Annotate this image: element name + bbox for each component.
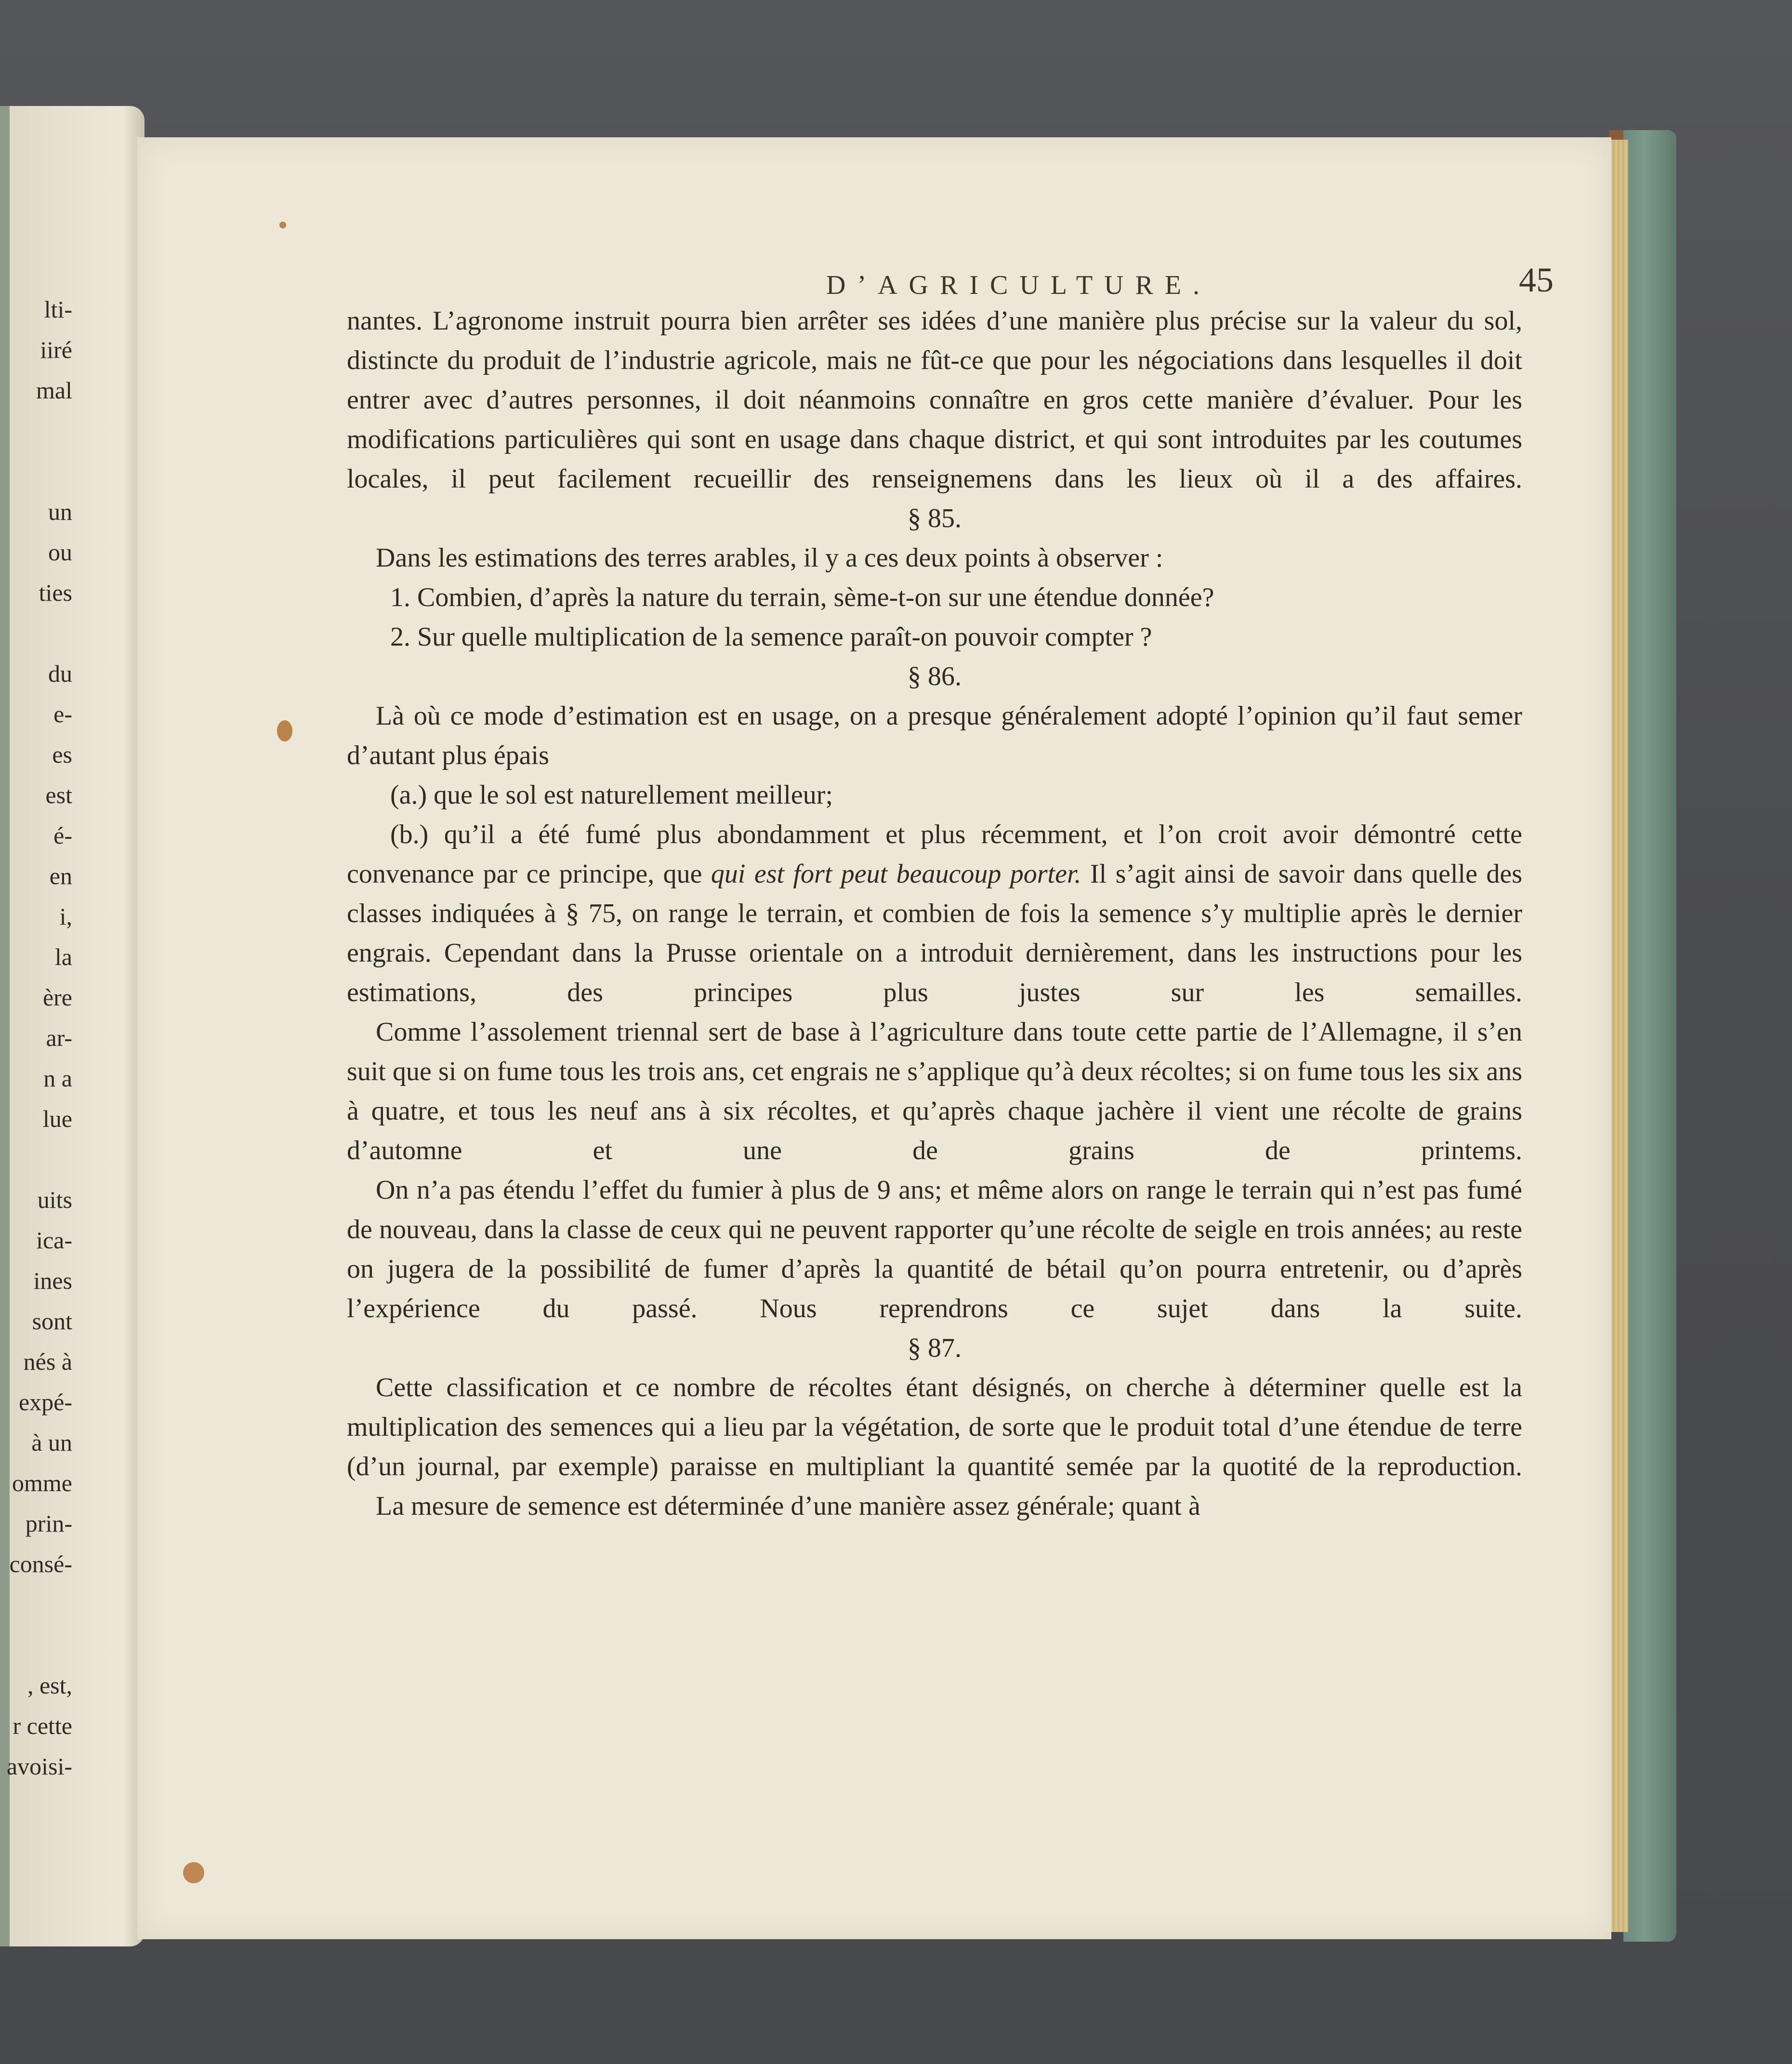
left-page-fragment: lue bbox=[42, 1105, 72, 1132]
left-page-fragment bbox=[0, 1139, 72, 1179]
left-page-fragment bbox=[0, 613, 72, 653]
section-heading: § 87. bbox=[908, 1333, 962, 1363]
paragraph: nantes. L’agronome instruit pourra bien arrêter ses idées d’une manière plus précise sur la valeur du sol, distincte du produit de l’industrie agricole, mais ne fût-ce que pour les négociations dans lesquelles il doit entrer avec d’autres personnes, il doit néanmoins connaître en gros cette manière d’évaluer. Pour les modifications particulières qui sont en usage dans chaque district, et qui sont introduites par les coutumes locales, il peut facilement recueillir des renseignemens dans les lieux où il a des affaires. bbox=[347, 306, 1522, 494]
left-page-fragment: i, bbox=[59, 903, 72, 930]
paragraph: On n’a pas étendu l’effet du fumier à plus de 9 ans; et même alors on range le terrain qui n’est pas fumé de nouveau, dans la classe de ceux qui ne peuvent rapporter qu’une récolte de seigle en trois années; au reste on jugera de la possibilité de fumer d’après la quantité de bétail qu’on pourra entretenir, ou d’après l’expérience du passé. Nous reprendrons ce sujet dans la suite. bbox=[347, 1175, 1522, 1323]
paragraph: Comme l’assolement triennal sert de base à l’agriculture dans toute cette partie de l’Allemagne, il s’en suit que si on fume tous les trois ans, cet engrais ne s’applique qu’à deux récoltes; si on fume tous les six ans à quatre, et tous les neuf ans à six récoltes, et qu’après chaque jachère il vient une récolte de grains d’automne et une de grains de printems. bbox=[347, 1017, 1522, 1165]
section-heading: § 85. bbox=[908, 503, 962, 533]
book-page bbox=[137, 137, 1611, 1939]
paragraph: Là où ce mode d’estimation est en usage, on a presque généralement adopté l’opinion qu’il faut semer d’autant plus épais bbox=[347, 701, 1522, 770]
paragraph: Dans les estimations des terres arables, il y a ces deux points à observer : bbox=[376, 543, 1163, 573]
list-item: (a.) que le sol est naturellement meilleur; bbox=[390, 780, 833, 810]
left-page-fragment: ties bbox=[39, 579, 72, 606]
left-page-fragment: é- bbox=[53, 822, 72, 849]
left-page-fragment: ou bbox=[48, 539, 72, 566]
left-page-fragment: sont bbox=[32, 1308, 72, 1335]
left-page-fragment: ica- bbox=[36, 1227, 72, 1254]
body-text bbox=[347, 301, 1522, 1526]
paragraph: La mesure de semence est déterminée d’une manière assez générale; quant à bbox=[376, 1491, 1200, 1521]
list-item: 2. Sur quelle multiplication de la semence paraît-on pouvoir compter ? bbox=[390, 622, 1152, 652]
left-page-text-fragments bbox=[0, 289, 72, 1786]
italic-maxim: qui est fort peut beaucoup porter. bbox=[711, 859, 1081, 889]
running-title: D’AGRICULTURE. bbox=[826, 270, 1212, 300]
text-run: (b.) qu’il a été fumé plus abondamment et plus récemment, et l’on croit avoir démontré cette convenance par ce principe, que bbox=[347, 820, 1522, 889]
foxing-spot bbox=[277, 720, 292, 741]
list-item: 1. Combien, d’après la nature du terrain, sème-t-on sur une étendue donnée? bbox=[390, 582, 1214, 612]
left-page-fragment: la bbox=[54, 943, 72, 970]
page-header bbox=[686, 251, 1554, 308]
left-page-fragment: e- bbox=[53, 701, 72, 728]
left-page-fragment bbox=[0, 1584, 72, 1625]
left-page-fragment: mal bbox=[36, 377, 72, 404]
text-run: Il s’agit ainsi de savoir dans quelle des classes indiquées à § 75, on range le terrain, et combien de fois la semence s’y multiplie après le dernier engrais. Cependant dans la Prusse orientale on a introduit dernièrement, dans les instructions pour les estimations, des principes plus justes sur les semailles. bbox=[347, 859, 1523, 1007]
left-page-fragment: r cette bbox=[13, 1712, 72, 1739]
list-item bbox=[347, 815, 1522, 1012]
left-page-fragment: , est, bbox=[27, 1672, 72, 1699]
left-page-fragment: prin- bbox=[25, 1510, 72, 1537]
left-page-fragment: avoisi- bbox=[6, 1753, 72, 1780]
left-page-fragment bbox=[0, 451, 72, 491]
foxing-spot bbox=[279, 222, 286, 228]
left-page-fragment: un bbox=[48, 498, 72, 525]
left-page-fragment: es bbox=[52, 741, 72, 768]
foxing-spot bbox=[183, 1862, 204, 1883]
left-page-fragment: ère bbox=[42, 984, 72, 1011]
left-page-fragment: est bbox=[45, 781, 72, 808]
left-page-fragment: à un bbox=[31, 1429, 72, 1456]
left-page-fragment: expé- bbox=[18, 1389, 72, 1416]
left-page-fragment: n a bbox=[43, 1065, 72, 1092]
left-page-fragment: en bbox=[49, 862, 72, 889]
left-page-fragment: consé- bbox=[9, 1550, 72, 1577]
page-number: 45 bbox=[1519, 261, 1554, 299]
section-heading: § 86. bbox=[908, 662, 962, 691]
left-page-fragment: du bbox=[48, 660, 72, 687]
left-page-fragment: iiré bbox=[40, 336, 72, 363]
left-page-fragment: ines bbox=[33, 1267, 72, 1294]
left-page-fragment: ar- bbox=[46, 1024, 72, 1051]
book-cover-edge bbox=[1623, 130, 1676, 1942]
left-page-fragment: lti- bbox=[44, 296, 72, 323]
left-page-fragment: omme bbox=[12, 1469, 72, 1496]
left-page-fragment bbox=[0, 410, 72, 451]
left-page-fragment: uits bbox=[37, 1186, 72, 1213]
left-page-fragment: nés à bbox=[23, 1348, 72, 1375]
paragraph: Cette classification et ce nombre de récoltes étant désignés, on cherche à déterminer quelle est la multiplication des semences qui a lieu par la végétation, de sorte que le produit total d’une étendue de terre (d’un journal, par exemple) paraisse en multipliant la quantité semée par la quotité de la reproduction. bbox=[347, 1373, 1522, 1482]
left-page-fragment bbox=[0, 1625, 72, 1665]
